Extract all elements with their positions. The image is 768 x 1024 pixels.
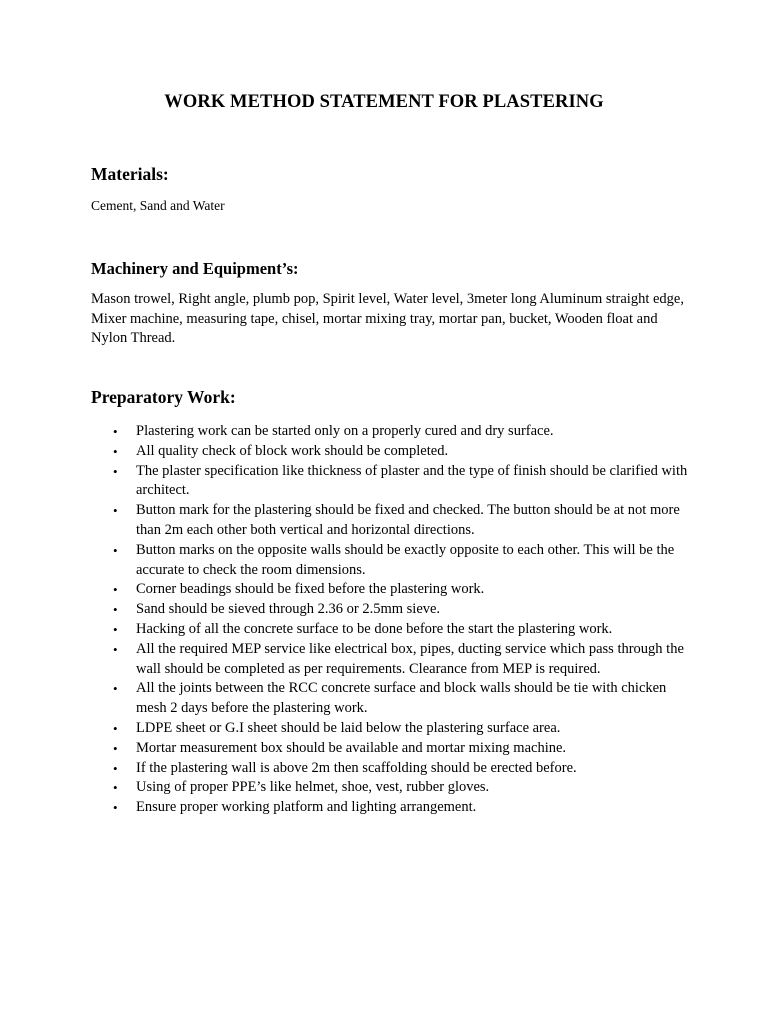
bullet-icon: • <box>113 760 118 776</box>
list-item-text: The plaster specification like thickness of plaster and the type of finish should be clarified with architect. <box>136 462 688 499</box>
list-item <box>91 798 691 818</box>
list-item-text: Hacking of all the concrete surface to be done before the start the plastering work. <box>136 620 613 637</box>
list-item <box>91 739 691 759</box>
preparatory-heading: Preparatory Work: <box>91 387 236 407</box>
bullet-icon: • <box>113 681 118 697</box>
materials-heading: Materials: <box>91 164 169 184</box>
bullet-icon: • <box>113 780 118 796</box>
list-item-text: All the required MEP service like electrical box, pipes, ducting service which pass through the wall should be completed as per requirements. Clearance from MEP is required. <box>136 640 684 677</box>
list-item-text: LDPE sheet or G.I sheet should be laid below the plastering surface area. <box>136 719 561 736</box>
list-item-text: Button mark for the plastering should be fixed and checked. The button should be at not more than 2m each other both vertical and horizontal directions. <box>136 502 680 538</box>
bullet-icon: • <box>113 542 118 558</box>
materials-text: Cement, Sand and Water <box>91 198 225 213</box>
list-item <box>91 778 691 798</box>
bullet-icon: • <box>113 443 118 459</box>
list-item-text: Button marks on the opposite walls should be exactly opposite to each other. This will be the accurate to check the room dimensions. <box>136 541 675 578</box>
list-item <box>91 679 691 719</box>
bullet-icon: • <box>113 641 118 657</box>
list-item-text: Sand should be sieved through 2.36 or 2.5mm sieve. <box>136 601 441 618</box>
list-item-text: Using of proper PPE’s like helmet, shoe, vest, rubber gloves. <box>136 779 490 796</box>
bullet-icon: • <box>113 800 118 816</box>
list-item-text: All quality check of block work should be completed. <box>136 442 449 459</box>
list-item <box>91 580 691 600</box>
bullet-icon: • <box>113 424 118 439</box>
bullet-icon: • <box>113 621 118 637</box>
document-title: WORK METHOD STATEMENT FOR PLASTERING <box>164 92 604 112</box>
list-item-text: Plastering work can be started only on a properly cured and dry surface. <box>136 423 554 439</box>
list-item-text: Corner beadings should be fixed before the plastering work. <box>136 581 485 598</box>
list-item <box>91 600 691 620</box>
list-item-text: If the plastering wall is above 2m then scaffolding should be erected before. <box>136 759 577 776</box>
list-item <box>91 462 691 502</box>
bullet-icon: • <box>113 740 118 756</box>
bullet-icon: • <box>113 720 118 736</box>
list-item <box>91 422 691 442</box>
list-item <box>91 759 691 779</box>
machinery-heading: Machinery and Equipment’s: <box>91 259 299 278</box>
machinery-text: Mason trowel, Right angle, plumb pop, Spirit level, Water level, 3meter long Aluminum straight edge, Mixer machine, measuring tape, chisel, mortar mixing tray, mortar pan, bucket, Wooden float and Nylon Thread. <box>91 291 684 346</box>
list-item-text: Mortar measurement box should be available and mortar mixing machine. <box>136 739 567 756</box>
preparatory-list <box>91 422 691 818</box>
list-item-text: Ensure proper working platform and lighting arrangement. <box>136 799 477 816</box>
bullet-icon: • <box>113 582 118 598</box>
list-item <box>91 442 691 462</box>
list-item <box>91 501 691 541</box>
list-item <box>91 541 691 581</box>
list-item <box>91 719 691 739</box>
list-item <box>91 620 691 640</box>
list-item-text: All the joints between the RCC concrete surface and block walls should be tie with chicken mesh 2 days before the plastering work. <box>136 680 667 717</box>
bullet-icon: • <box>113 503 118 519</box>
bullet-icon: • <box>113 463 118 479</box>
bullet-icon: • <box>113 602 118 618</box>
list-item <box>91 640 691 680</box>
